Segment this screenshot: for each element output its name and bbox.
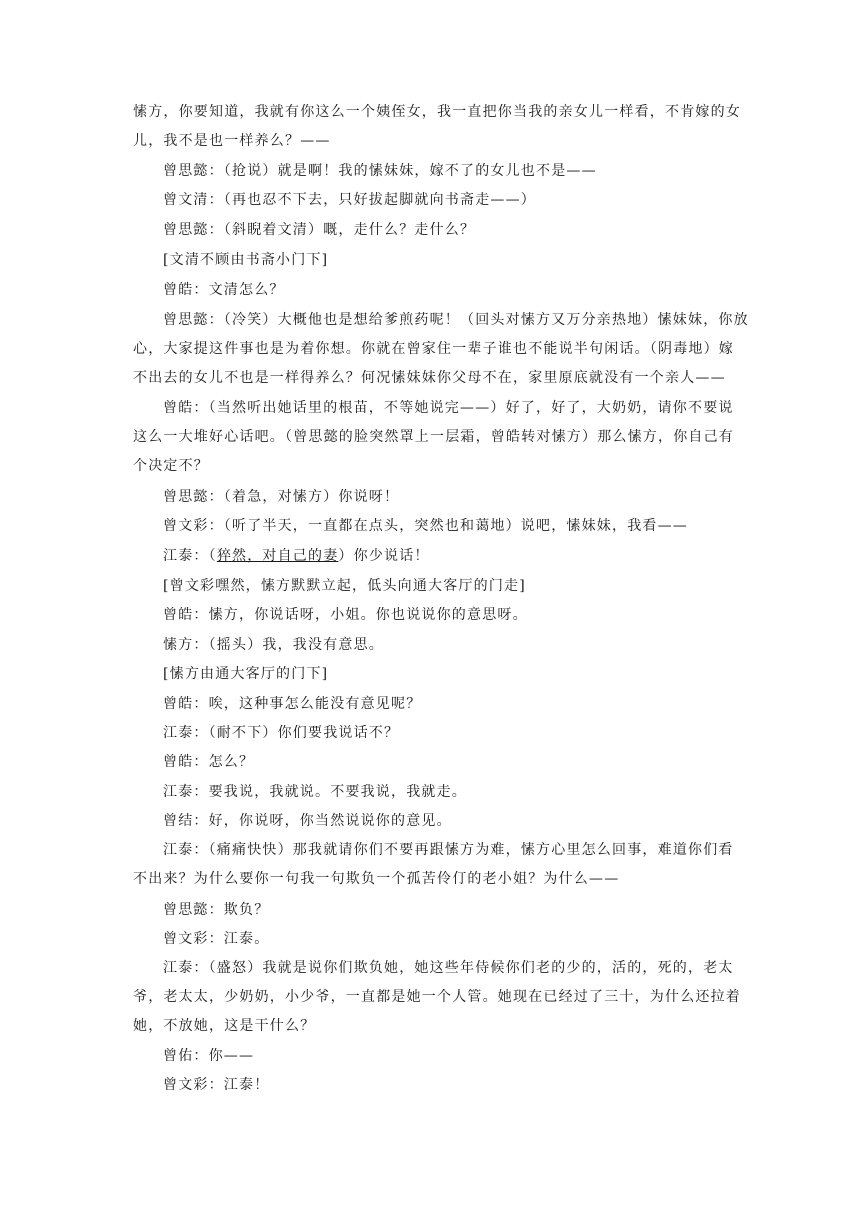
text-line: 愫方：（摇头）我，我没有意思。 [163, 637, 384, 653]
paragraph [133, 836, 737, 894]
text-line: 曾皓：唉，这种事怎么能没有意见呢？ [163, 696, 422, 712]
paragraph [133, 512, 737, 541]
text-line: 曾思懿：欺负？ [163, 902, 270, 918]
underlined-text: 猝然，对自己的妻 [216, 548, 339, 564]
text-line: 她，不放她，这是干什么？ [133, 1018, 316, 1034]
text-line: [愫方由通大客厅的门下] [163, 666, 329, 682]
text-line: 曾皓：（当然听出她话里的根苗，不等她说完——）好了，好了，大奶奶，请你不要说 [163, 400, 734, 416]
text-line: 曾思懿：（抢说）就是啊！我的愫妹妹，嫁不了的女儿也不是—— [163, 163, 597, 179]
stage-direction [133, 572, 737, 601]
text-line: [曾文彩嘿然，愫方默默立起，低头向通大客厅的门走] [163, 578, 526, 594]
text-line: 曾思懿：（冷笑）大概他也是想给爹煎药呢！（回头对愫方又万分亲热地）愫妹妹，你放 [163, 312, 749, 328]
text-line: 曾皓：怎么？ [163, 754, 255, 770]
text-line: 爷，老太太，少奶奶，小少爷，一直都是她一个人管。她现在已经过了三十，为什么还拉着 [133, 989, 741, 1005]
text-line: 曾皓：文清怎么？ [163, 282, 285, 298]
text-line: 曾思懿：（着急，对愫方）你说呀！ [163, 489, 400, 505]
paragraph [133, 306, 749, 393]
paragraph [133, 216, 737, 245]
paragraph [133, 394, 737, 481]
stage-direction [133, 660, 737, 689]
text-line: 江泰：（猝然，对自己的妻）你少说话！ [163, 548, 430, 564]
paragraph [133, 690, 737, 719]
text-line: 心，大家提这件事也是为着你想。你就在曾家住一辈子谁也不能说半句闲话。（阴毒地）嫁 [133, 341, 734, 357]
text-line: 曾文彩：（听了半天，一直都在点头，突然也和蔼地）说吧，愫妹妹，我看—— [163, 518, 688, 534]
text-line: 不出去的女儿不也是一样得养么？何况愫妹妹你父母不在，家里原底就没有一个亲人—— [133, 370, 726, 386]
paragraph [133, 896, 737, 925]
text-line: 愫方，你要知道，我就有你这么一个姨侄女，我一直把你当我的亲女儿一样看，不肯嫁的女 [133, 104, 741, 120]
text-line: 儿，我不是也一样养么？—— [133, 133, 331, 149]
text-line: 江泰：要我说，我就说。不要我说，我就走。 [163, 784, 467, 800]
text-line: 个决定不？ [133, 458, 209, 474]
paragraph [133, 925, 737, 954]
paragraph [133, 719, 737, 748]
stage-direction [133, 246, 737, 275]
text-line: 曾佑：你—— [163, 1048, 255, 1064]
paragraph [133, 601, 737, 630]
text-line: 不出来？为什么要你一句我一句欺负一个孤苦伶仃的老小姐？为什么—— [133, 871, 620, 887]
paragraph [133, 1071, 737, 1100]
text-line: 江泰：（痛痛快快）那我就请你们不要再跟愫方为难，愫方心里怎么回事，难道你们看 [163, 842, 734, 858]
paragraph [133, 631, 737, 660]
paragraph [133, 157, 737, 186]
paragraph [133, 276, 737, 305]
text-line: 曾文清：（再也忍不下去，只好拔起脚就向书斋走——） [163, 192, 536, 208]
paragraph [133, 778, 737, 807]
paragraph [133, 98, 741, 156]
text-line: 这么一大堆好心话吧。（曾思懿的脸突然罩上一层霜，曾皓转对愫方）那么愫方，你自己有 [133, 429, 734, 445]
paragraph [133, 748, 737, 777]
paragraph [133, 954, 741, 1041]
text-line: 曾结：好，你说呀，你当然说说你的意见。 [163, 813, 452, 829]
text-line: 曾思懿：（斜睨着文清）嘅，走什么？走什么？ [163, 222, 476, 238]
text-line: 曾文彩：江泰。 [163, 931, 270, 947]
text-line: 曾文彩：江泰！ [163, 1077, 270, 1093]
paragraph [133, 186, 737, 215]
text-line: 曾皓：愫方，你说话呀，小姐。你也说说你的意思呀。 [163, 607, 528, 623]
text-line: 江泰：（盛怒）我就是说你们欺负她，她这些年侍候你们老的少的，活的，死的，老太 [163, 960, 734, 976]
paragraph [133, 542, 737, 571]
text-line: [文清不顾由书斋小门下] [163, 252, 329, 268]
text-line: 江泰：（耐不下）你们要我说话不？ [163, 725, 400, 741]
paragraph [133, 483, 737, 512]
paragraph [133, 807, 737, 836]
paragraph [133, 1042, 737, 1071]
